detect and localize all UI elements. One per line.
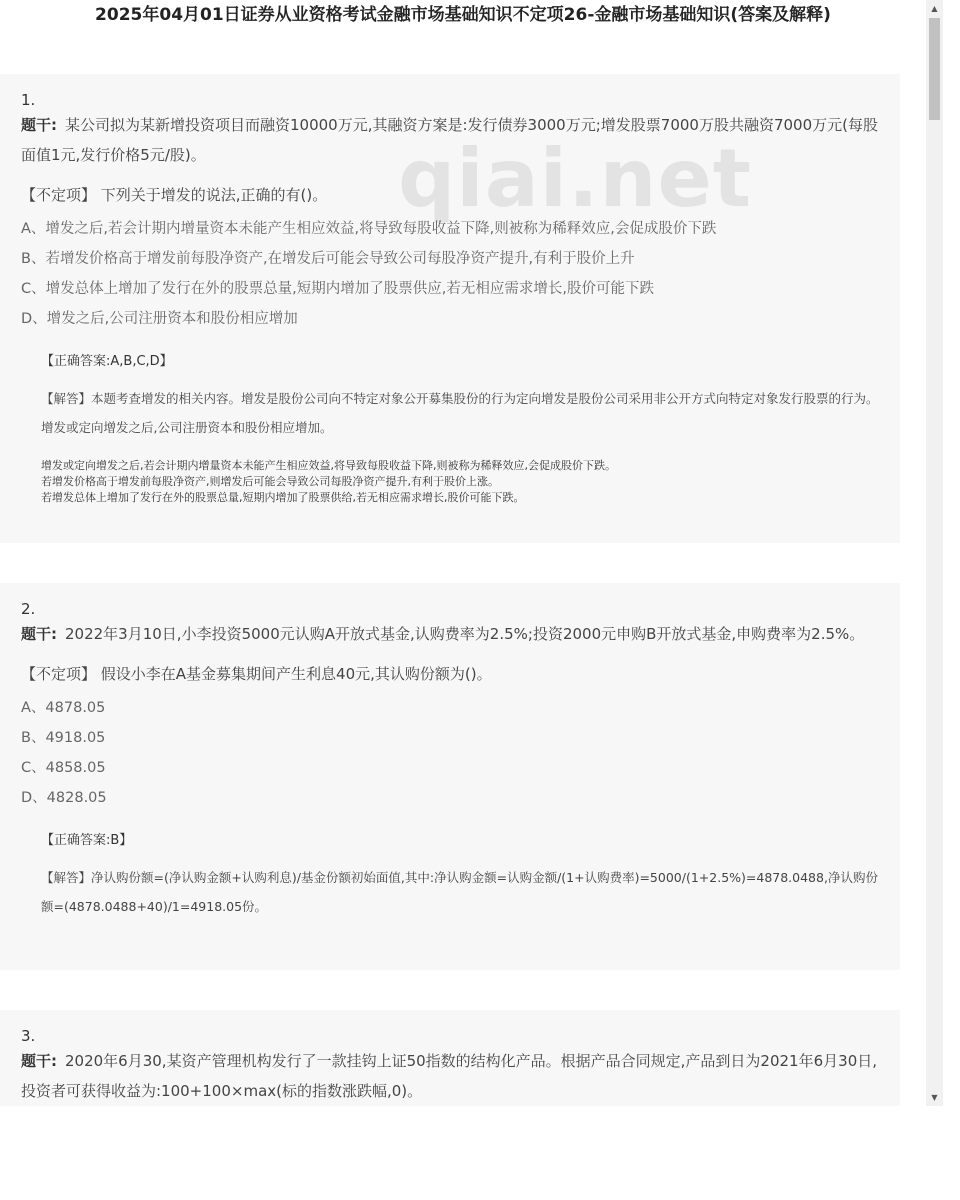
sub-question: 【不定项】 下列关于增发的说法,正确的有()。: [21, 186, 328, 204]
option-d: D、4828.05: [21, 790, 107, 806]
vertical-scrollbar[interactable]: [926, 0, 943, 1106]
explanation: 【解答】净认购份额=(净认购金额+认购利息)/基金份额初始面值,其中:净认购金额=认购金额/(1+认购费率)=5000/(1+2.5%)=4878.0488,净认购份额=(4878.0488+40)/1=4918.05份。: [41, 870, 878, 914]
option-c: C、4858.05: [21, 760, 106, 776]
option-a: A、4878.05: [21, 700, 106, 716]
question-number: 2.: [21, 600, 36, 618]
stem-text: 2020年6月30,某资产管理机构发行了一款挂钩上证50指数的结构化产品。根据产品合同规定,产品到日为2021年6月30日,投资者可获得收益为:100+100×max(标的指数涨跌幅,0)。: [21, 1052, 878, 1100]
correct-answer: 【正确答案:B】: [41, 833, 133, 848]
question-card-2: [0, 583, 900, 970]
question-stem: [21, 110, 880, 170]
page-title: 2025年04月01日证券从业资格考试金融市场基础知识不定项26-金融市场基础知识(答案及解释): [95, 5, 831, 25]
explanation-extra: [41, 458, 880, 506]
option-a: A、增发之后,若会计期内增量资本未能产生相应效益,将导致每股收益下降,则被称为稀释效应,会促成股价下跌: [21, 221, 717, 237]
correct-answer: 【正确答案:A,B,C,D】: [41, 354, 173, 369]
option-d: D、增发之后,公司注册资本和股份相应增加: [21, 311, 298, 327]
stem-text: 2022年3月10日,小李投资5000元认购A开放式基金,认购费率为2.5%;投资2000元申购B开放式基金,申购费率为2.5%。: [65, 625, 865, 643]
stem-text: 某公司拟为某新增投资项目而融资10000万元,其融资方案是:发行债券3000万元;增发股票7000万股共融资7000万元(每股面值1元,发行价格5元/股)。: [21, 116, 878, 164]
scroll-thumb[interactable]: [929, 18, 940, 120]
question-card-3: [0, 1010, 900, 1106]
question-stem: [21, 1046, 880, 1106]
explanation-line: 若增发总体上增加了发行在外的股票总量,短期内增加了股票供给,若无相应需求增长,股价可能下跌。: [41, 491, 525, 504]
stem-label: 题干:: [21, 625, 57, 643]
question-card-1: [0, 74, 900, 543]
scroll-down-icon[interactable]: ▼: [931, 1093, 938, 1102]
stem-label: 题干:: [21, 116, 57, 134]
question-stem: [21, 619, 880, 649]
explanation: 【解答】本题考查增发的相关内容。增发是股份公司向不特定对象公开募集股份的行为定向增发是股份公司采用非公开方式向特定对象发行股票的行为。增发或定向增发之后,公司注册资本和股份相应增加。: [41, 391, 879, 435]
question-number: 1.: [21, 91, 36, 109]
sub-question: 【不定项】 假设小李在A基金募集期间产生利息40元,其认购份额为()。: [21, 665, 492, 683]
stem-label: 题干:: [21, 1052, 57, 1070]
explanation-line: 若增发价格高于增发前每股净资产,则增发后可能会导致公司每股净资产提升,有利于股价上涨。: [41, 475, 499, 488]
question-number: 3.: [21, 1027, 36, 1045]
scroll-up-icon[interactable]: ▲: [931, 4, 938, 13]
option-b: B、若增发价格高于增发前每股净资产,在增发后可能会导致公司每股净资产提升,有利于股价上升: [21, 251, 635, 267]
explanation-line: 增发或定向增发之后,若会计期内增量资本未能产生相应效益,将导致每股收益下降,则被称为稀释效应,会促成股价下跌。: [41, 459, 616, 472]
option-c: C、增发总体上增加了发行在外的股票总量,短期内增加了股票供应,若无相应需求增长,股价可能下跌: [21, 281, 654, 297]
option-b: B、4918.05: [21, 730, 106, 746]
